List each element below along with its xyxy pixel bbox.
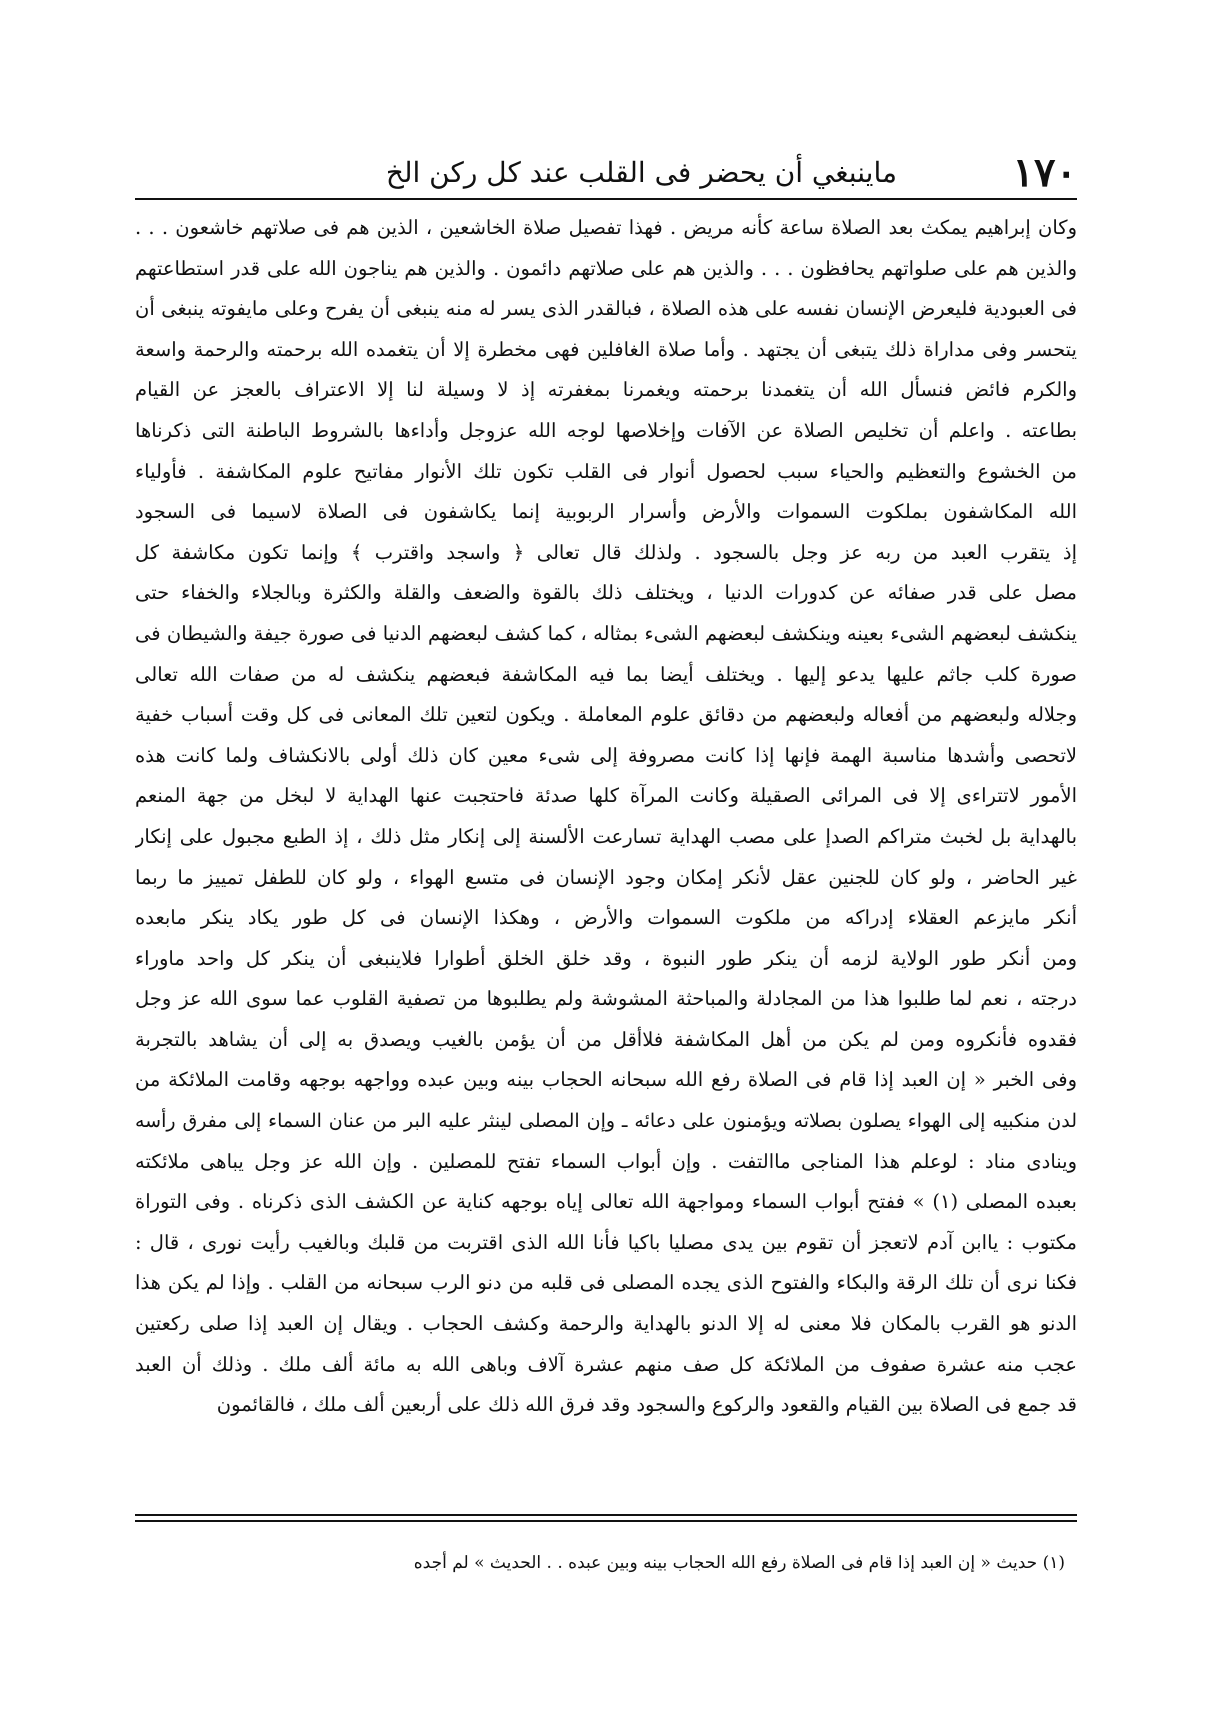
text-line: لدن منكبيه إلى الهواء يصلون بصلاته ويؤمنون على دعائه ـ وإن المصلى لينثر عليه البر من عنان السماء إلى مفرق رأسه [135,1110,1077,1133]
footnote: (١) حديث « إن العبد إذا قام فى الصلاة رفع الله الحجاب بينه وبين عبده . . الحديث » لم أجده [413,1553,1065,1573]
footnote-rule [135,1520,1077,1522]
text-line: فكنا نرى أن تلك الرقة والبكاء والفتوح الذى يجده المصلى فى قلبه من دنو الرب سبحانه من القلب . وإذا لم يكن هذا [135,1271,1077,1295]
text-line: ينكشف لبعضهم الشىء بعينه وينكشف لبعضهم الشىء بمثاله ، كما كشف لبعضهم الدنيا فى صورة جيفة والشيطان فى [135,621,1077,645]
text-line: صورة كلب جاثم عليها يدعو إليها . ويختلف أيضا بما فيه المكاشفة فبعضهم ينكشف له من صفات الله تعالى [135,662,1077,686]
text-line: من الخشوع والتعظيم والحياء سبب لحصول أنوار فى القلب تكون تلك الأنوار مفاتيح علوم المكاشفة . فأولياء [135,459,1077,483]
text-line: والكرم فائض فنسأل الله أن يتغمدنا برحمته ويغمرنا بمغفرته إذ لا وسيلة لنا إلا الاعتراف بالعجز عن القيام [135,378,1077,402]
text-line: والذين هم على صلواتهم يحافظون . . . والذين هم على صلاتهم دائمون . والذين هم يناجون الله على قدر استطاعتهم [135,256,1077,280]
page-header [135,148,1077,198]
text-line: فى العبودية فليعرض الإنسان نفسه على هذه الصلاة ، فبالقدر الذى يسر له منه ينبغى أن يفرح وعلى مايفوته ينبغى أن [135,297,1077,321]
text-line: عجب منه عشرة صفوف من الملائكة كل صف منهم عشرة آلاف وباهى الله به مائة ألف ملك . وذلك أن العبد [135,1352,1077,1376]
text-line: الله المكاشفون بملكوت السموات والأرض وأسرار الربوبية إنما يكاشفون فى الصلاة لاسيما فى السجود [135,500,1077,524]
text-line: ومن أنكر طور الولاية لزمه أن ينكر طور النبوة ، وقد خلق الخلق أطوارا فلاينبغى أن ينكر كل واحد ماوراء [135,946,1077,970]
text-line: وفى الخبر « إن العبد إذا قام فى الصلاة رفع الله سبحانه الحجاب بينه وبين عبده وواجهه بوجهه وقامت الملائكة من [135,1068,1077,1092]
text-line: بالهداية بل لخبث متراكم الصدإ على مصب الهداية تسارعت الألسنة إلى إنكار مثل ذلك ، إذ الطبع مجبول على إنكار [135,824,1077,848]
text-line: قد جمع فى الصلاة بين القيام والقعود والركوع والسجود وقد فرق الله ذلك على أربعين ألف ملك ، فالقائمون [216,1393,1077,1417]
text-line: وجلاله ولبعضهم من أفعاله ولبعضهم من دقائق علوم المعاملة . ويكون لتعين تلك المعانى فى كل وقت أسباب خفية [135,703,1077,727]
text-line: وينادى مناد : لوعلم هذا المناجى ماالتفت . وإن أبواب السماء تفتح للمصلين . وإن الله عز وجل يباهى ملائكته [135,1149,1077,1173]
page-number: ١٧٠ [1012,149,1077,196]
header-rule [135,198,1077,200]
text-line: أنكر مايزعم العقلاء إدراكه من ملكوت السموات والأرض ، وهكذا الإنسان فى كل طور يكاد ينكر مابعده [135,906,1077,930]
text-line: وكان إبراهيم يمكث بعد الصلاة ساعة كأنه مريض . فهذا تفصيل صلاة الخاشعين ، الذين هم فى صلاتهم خاشعون . . . [135,216,1077,239]
text-line: بعبده المصلى (١) » ففتح أبواب السماء ومواجهة الله تعالى إياه بوجهه كناية عن الكشف الذى ذكرناه . وفى التوراة [135,1190,1077,1214]
text-line: لاتحصى وأشدها مناسبة الهمة فإنها إذا كانت مصروفة إلى شىء معين كان ذلك أولى بالانكشاف ولما كانت هذه [135,743,1077,767]
footnote-rule [135,1514,1077,1516]
running-title: ماينبغي أن يحضر فى القلب عند كل ركن الخ [385,156,897,189]
text-line: فقدوه فأنكروه ومن لم يكن من أهل المكاشفة فلاأقل من أن يؤمن بالغيب ويصدق به إلى أن يشاهد بالتجربة [135,1027,1077,1051]
text-line: بطاعته . واعلم أن تخليص الصلاة عن الآفات وإخلاصها لوجه الله عزوجل وأداءها بالشروط الباطنة التى ذكرناها [135,418,1077,442]
text-line: غير الحاضر ، ولو كان للجنين عقل لأنكر إمكان وجود الإنسان فى متسع الهواء ، ولو كان للطفل تمييز ما ربما [135,865,1077,889]
text-line: مصل على قدر صفائه عن كدورات الدنيا ، ويختلف ذلك بالقوة والضعف والقلة والكثرة وبالجلاء والخفاء حتى [135,581,1077,605]
text-line: مكتوب : ياابن آدم لاتعجز أن تقوم بين يدى مصليا باكيا فأنا الله الذى اقتربت من قلبك وبالغيب رأيت نورى ، قال : [135,1230,1077,1254]
text-line: الأمور لاتتراءى إلا فى المرائى الصقيلة وكانت المرآة كلها صدئة فاحتجبت عنها الهداية لا لبخل من جهة المنعم [135,784,1077,808]
text-line: إذ يتقرب العبد من ربه عز وجل بالسجود . ولذلك قال تعالى ﴿ واسجد واقترب ﴾ وإنما تكون مكاشفة كل [135,540,1077,564]
text-line: يتحسر وفى مداراة ذلك يتبغى أن يجتهد . وأما صلاة الغافلين فهى مخطرة إلا أن يتغمده الله برحمته والرحمة واسعة [135,337,1077,361]
body-text [135,208,1077,1426]
text-line: الدنو هو القرب بالمكان فلا معنى له إلا الدنو بالهداية والرحمة وكشف الحجاب . ويقال إن العبد إذا صلى ركعتين [135,1312,1077,1336]
text-line: درجته ، نعم لما طلبوا هذا من المجادلة والمباحثة المشوشة ولم يطلبوها من تصفية القلوب عما سوى الله عز وجل [135,987,1077,1011]
